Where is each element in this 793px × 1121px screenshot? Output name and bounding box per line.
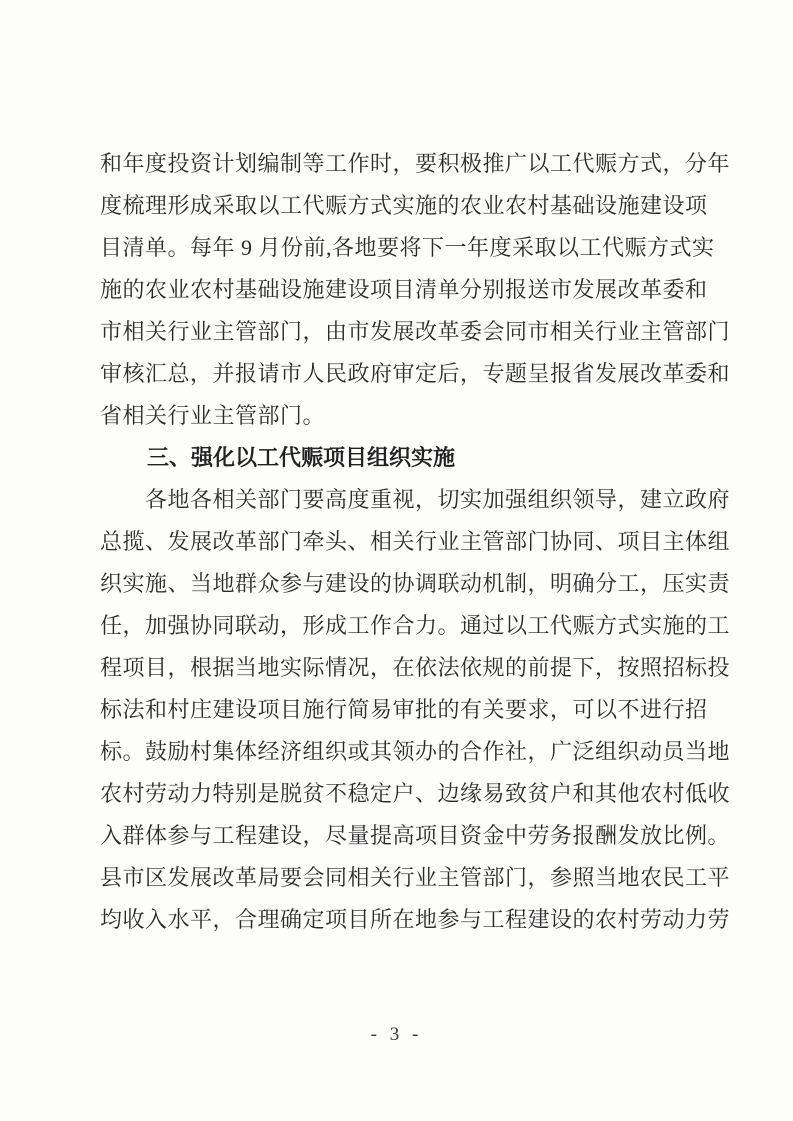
body-line: 农村劳动力特别是脱贫不稳定户、边缘易致贫户和其他农村低收: [100, 781, 731, 806]
body-line: 任，加强协同联动，形成工作合力。通过以工代赈方式实施的工: [100, 613, 731, 638]
body-line: 均收入水平，合理确定项目所在地参与工程建设的农村劳动力劳: [100, 907, 731, 932]
page-number: - 3 -: [370, 1024, 423, 1045]
body-line: 程项目，根据当地实际情况，在依法依规的前提下，按照招标投: [100, 655, 731, 680]
body-line: 总揽、发展改革部门牵头、相关行业主管部门协同、项目主体组: [100, 529, 731, 554]
body-line: 目清单。每年 9 月份前,各地要将下一年度采取以工代赈方式实: [100, 235, 715, 260]
body-line: 度梳理形成采取以工代赈方式实施的农业农村基础设施建设项: [100, 193, 708, 218]
body-line: 织实施、当地群众参与建设的协调联动机制，明确分工，压实责: [100, 571, 731, 596]
body-line: 入群体参与工程建设，尽量提高项目资金中劳务报酬发放比例。: [100, 823, 731, 848]
document-body: [100, 143, 731, 941]
body-line: 标。鼓励村集体经济组织或其领办的合作社，广泛组织动员当地: [100, 739, 731, 764]
body-line: 市相关行业主管部门，由市发展改革委会同市相关行业主管部门: [100, 319, 731, 344]
body-line: 各地各相关部门要高度重视，切实加强组织领导，建立政府: [145, 487, 731, 512]
body-line: 和年度投资计划编制等工作时，要积极推广以工代赈方式，分年: [100, 151, 731, 176]
body-line: 省相关行业主管部门。: [100, 403, 326, 428]
section-heading: 三、强化以工代赈项目组织实施: [147, 445, 456, 470]
body-line: 施的农业农村基础设施建设项目清单分别报送市发展改革委和: [100, 277, 708, 302]
body-line: 标法和村庄建设项目施行简易审批的有关要求，可以不进行招: [100, 697, 708, 722]
body-line: 审核汇总，并报请市人民政府审定后，专题呈报省发展改革委和: [100, 361, 731, 386]
body-line: 县市区发展改革局要会同相关行业主管部门，参照当地农民工平: [100, 865, 731, 890]
